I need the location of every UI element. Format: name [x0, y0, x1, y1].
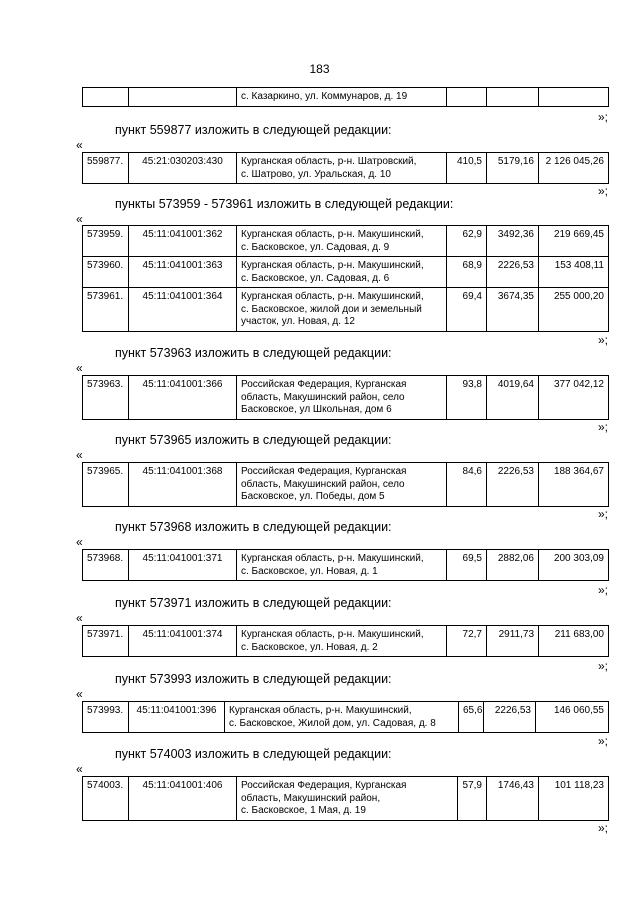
cell-address: [237, 376, 447, 420]
section-heading: пункт 573963 изложить в следующей редакции:: [115, 346, 392, 360]
cell-area: 84,6: [447, 463, 487, 507]
address-line: Курганская область, р-н. Макушинский,: [241, 229, 424, 240]
continuation-table: [82, 87, 609, 107]
table-row: [83, 777, 609, 821]
address-line: с. Басковское, 1 Мая, д. 19: [241, 805, 366, 816]
cell-total-cost: [539, 88, 609, 107]
address-line: с. Шатрово, ул. Уральская, д. 10: [241, 168, 391, 180]
closing-quote: »;: [598, 420, 609, 434]
address-line: область, Макушинский район,: [241, 792, 381, 804]
registry-table: [82, 776, 609, 821]
cell-area: 93,8: [447, 376, 487, 420]
cell-cadastral: 45:11:041001:368: [129, 463, 237, 507]
closing-quote: »;: [598, 734, 609, 748]
section-heading: пункт 574003 изложить в следующей редакции:: [115, 747, 392, 761]
cell-total-cost: 101 118,23: [539, 777, 609, 821]
cell-total-cost: 188 364,67: [539, 463, 609, 507]
cell-number: 573993.: [83, 702, 129, 733]
table-row: [83, 550, 609, 581]
section-heading: пункт 573968 изложить в следующей редакции:: [115, 520, 392, 534]
cell-specific-cost: 2882,06: [487, 550, 539, 581]
address-line: с. Басковское, ул. Садовая, д. 6: [241, 272, 390, 284]
cell-specific-cost: 2911,73: [487, 626, 539, 657]
table-row: [83, 153, 609, 184]
address-line: с. Басковское, Жилой дом, ул. Садовая, д. 8: [229, 717, 436, 729]
cell-area: [447, 88, 487, 107]
cell-number: 573959.: [83, 226, 129, 257]
closing-quote: »;: [598, 583, 609, 597]
section-heading: пункт 573993 изложить в следующей редакции:: [115, 672, 392, 686]
opening-quote: «: [76, 212, 83, 226]
closing-quote: »;: [598, 507, 609, 521]
table-row: [83, 376, 609, 420]
section-heading: пункт 573971 изложить в следующей редакции:: [115, 596, 392, 610]
cell-specific-cost: 1746,43: [487, 777, 539, 821]
cell-cadastral: 45:11:041001:362: [129, 226, 237, 257]
cell-number: 574003.: [83, 777, 129, 821]
cell-area: 69,5: [447, 550, 487, 581]
cell-number: 573965.: [83, 463, 129, 507]
address-line: Курганская область, р-н. Макушинский,: [241, 260, 424, 271]
cell-area: 65,6: [459, 702, 484, 733]
opening-quote: «: [76, 535, 83, 549]
cell-specific-cost: 2226,53: [484, 702, 536, 733]
section-heading: пункты 573959 - 573961 изложить в следующей редакции:: [115, 197, 454, 211]
address-line: Курганская область, р-н. Макушинский,: [241, 291, 424, 302]
cell-area: 62,9: [447, 226, 487, 257]
cell-specific-cost: 5179,16: [487, 153, 539, 184]
registry-table: [82, 375, 609, 420]
opening-quote: «: [76, 448, 83, 462]
cell-address: [237, 550, 447, 581]
cell-cadastral: 45:11:041001:364: [129, 288, 237, 332]
closing-quote: »;: [598, 659, 609, 673]
cell-total-cost: 2 126 045,26: [539, 153, 609, 184]
registry-table: [82, 225, 609, 332]
cell-address: [237, 257, 447, 288]
cell-cadastral: 45:11:041001:406: [129, 777, 237, 821]
cell-cadastral: 45:11:041001:371: [129, 550, 237, 581]
address-line: Курганская область, р-н. Макушинский,: [241, 553, 424, 564]
address-line: с. Басковское, ул. Новая, д. 2: [241, 641, 378, 653]
cell-number: 573961.: [83, 288, 129, 332]
cell-address: [237, 226, 447, 257]
table-row: [83, 288, 609, 332]
closing-quote: »;: [598, 821, 609, 835]
cell-total-cost: 200 303,09: [539, 550, 609, 581]
cell-cadastral: 45:11:041001:396: [129, 702, 225, 733]
closing-quote: »;: [598, 184, 609, 198]
cell-total-cost: 255 000,20: [539, 288, 609, 332]
cell-total-cost: 153 408,11: [539, 257, 609, 288]
cell-address: [225, 702, 459, 733]
table-row: [83, 702, 609, 733]
cell-cadastral: 45:11:041001:366: [129, 376, 237, 420]
opening-quote: «: [76, 138, 83, 152]
cell-total-cost: 219 669,45: [539, 226, 609, 257]
table-row: [83, 226, 609, 257]
table-row: [83, 463, 609, 507]
opening-quote: «: [76, 611, 83, 625]
cell-number: 573968.: [83, 550, 129, 581]
cell-address: [237, 626, 447, 657]
cell-total-cost: 146 060,55: [536, 702, 609, 733]
cell-area: 57,9: [458, 777, 487, 821]
cell-total-cost: 211 683,00: [539, 626, 609, 657]
opening-quote: «: [76, 762, 83, 776]
section-heading: пункт 573965 изложить в следующей редакции:: [115, 433, 392, 447]
address-line: Российская Федерация, Курганская: [241, 379, 407, 390]
address-line: с. Басковское, ул. Садовая, д. 9: [241, 241, 390, 253]
section-heading: пункт 559877 изложить в следующей редакции:: [115, 123, 392, 137]
address-line: область, Макушинский район, село: [241, 478, 405, 490]
address-line: Басковское, ул Школьная, дом 6: [241, 404, 392, 415]
closing-quote: »;: [598, 333, 609, 347]
registry-table: [82, 462, 609, 507]
cell-number: [83, 88, 129, 107]
address-line: Басковское, ул. Победы, дом 5: [241, 491, 385, 502]
cell-area: 410,5: [447, 153, 487, 184]
cell-address: [237, 777, 458, 821]
address-line: участок, ул. Новая, д. 12: [241, 316, 355, 327]
cell-number: 573963.: [83, 376, 129, 420]
cell-cadastral: 45:21:030203:430: [129, 153, 237, 184]
cell-address: [237, 153, 447, 184]
cell-cadastral: 45:11:041001:363: [129, 257, 237, 288]
page-number: 183: [309, 62, 330, 76]
registry-table: [82, 152, 609, 184]
table-row: [83, 88, 609, 107]
address-line: Курганская область, р-н. Макушинский,: [229, 705, 412, 716]
cell-specific-cost: 4019,64: [487, 376, 539, 420]
address-line: Российская Федерация, Курганская: [241, 780, 407, 791]
cell-area: 68,9: [447, 257, 487, 288]
address-line: область, Макушинский район, село: [241, 391, 405, 403]
opening-quote: «: [76, 687, 83, 701]
cell-specific-cost: 2226,53: [487, 257, 539, 288]
cell-cadastral: [129, 88, 237, 107]
registry-table: [82, 625, 609, 657]
opening-quote: «: [76, 361, 83, 375]
address-line: Курганская область, р-н. Шатровский,: [241, 156, 417, 167]
cell-address: с. Казаркино, ул. Коммунаров, д. 19: [237, 88, 447, 107]
cell-number: 573960.: [83, 257, 129, 288]
cell-specific-cost: 3674,35: [487, 288, 539, 332]
cell-address: [237, 463, 447, 507]
address-line: с. Басковское, ул. Новая, д. 1: [241, 565, 378, 577]
cell-specific-cost: 3492,36: [487, 226, 539, 257]
registry-table: [82, 701, 609, 733]
cell-specific-cost: [487, 88, 539, 107]
cell-area: 72,7: [447, 626, 487, 657]
cell-area: 69,4: [447, 288, 487, 332]
address-line: Курганская область, р-н. Макушинский,: [241, 629, 424, 640]
address-line: Российская Федерация, Курганская: [241, 466, 407, 477]
closing-quote: »;: [598, 110, 609, 124]
address-line: с. Басковское, жилой дои и земельный: [241, 303, 422, 315]
table-row: [83, 626, 609, 657]
cell-number: 573971.: [83, 626, 129, 657]
cell-cadastral: 45:11:041001:374: [129, 626, 237, 657]
table-row: [83, 257, 609, 288]
registry-table: [82, 549, 609, 581]
cell-total-cost: 377 042,12: [539, 376, 609, 420]
cell-number: 559877.: [83, 153, 129, 184]
cell-address: [237, 288, 447, 332]
cell-specific-cost: 2226,53: [487, 463, 539, 507]
